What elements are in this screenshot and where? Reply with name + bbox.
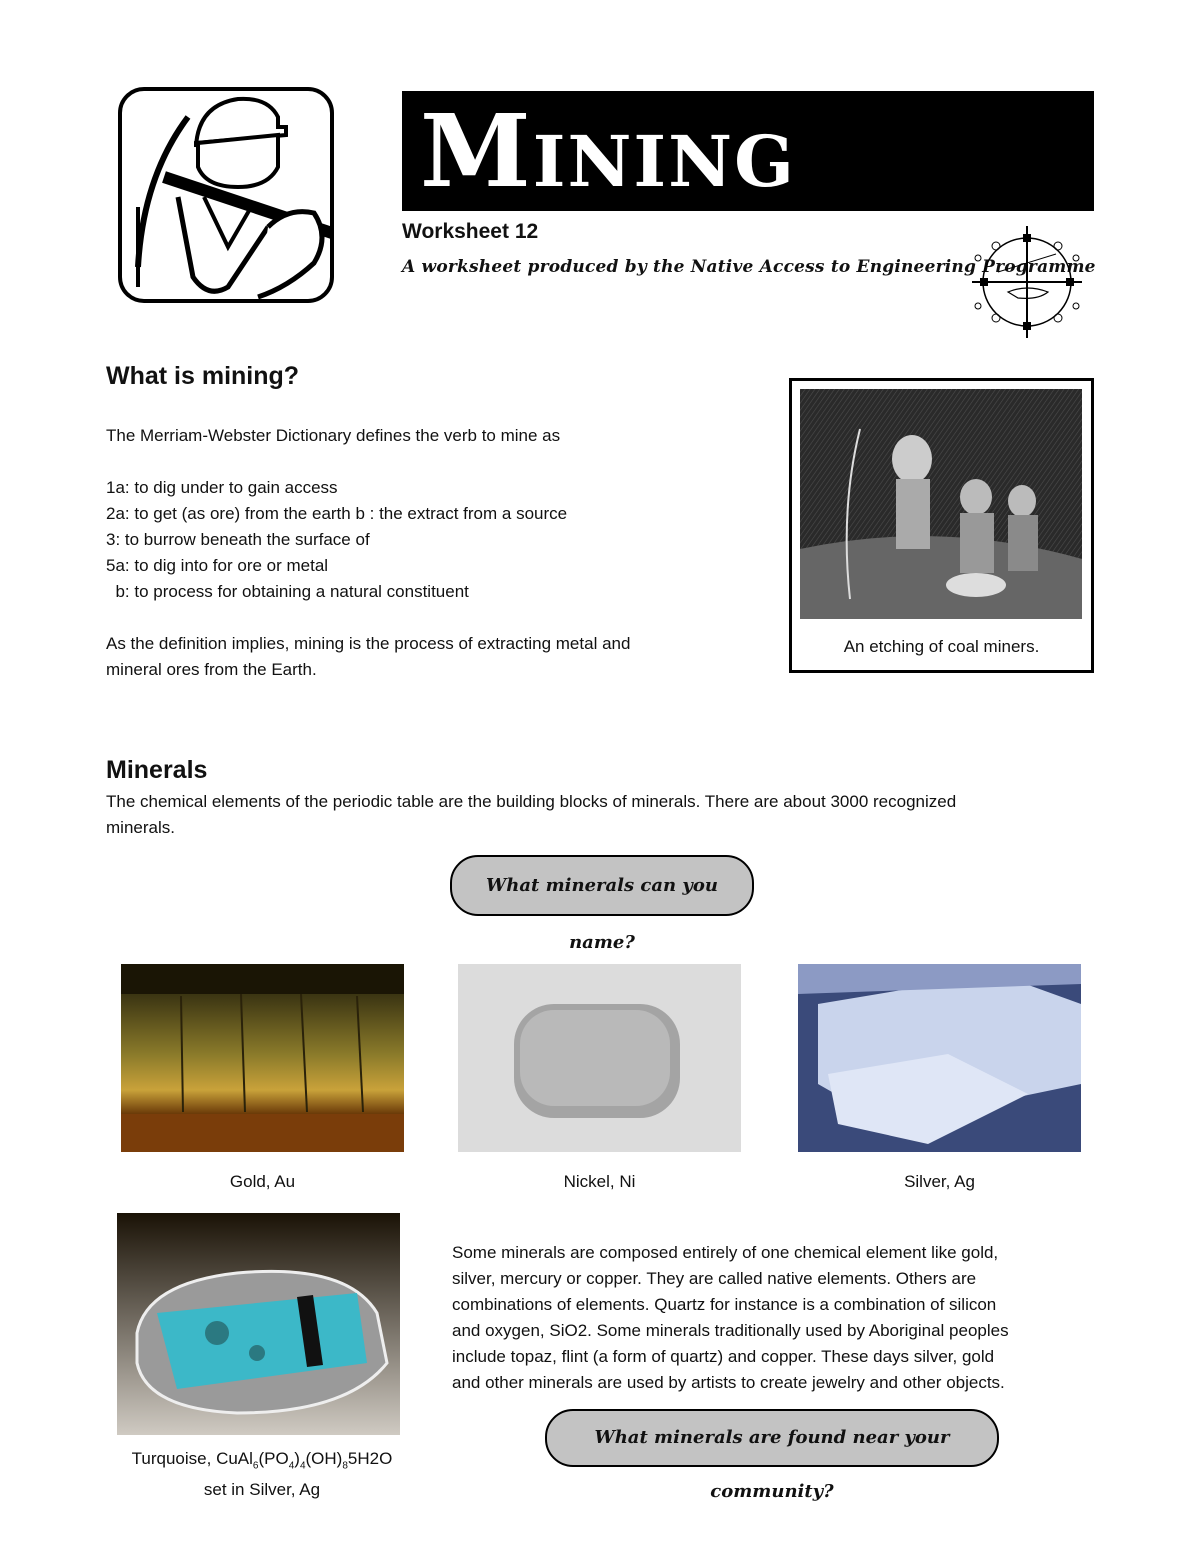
definition-item: 3: to burrow beneath the surface of <box>106 530 370 549</box>
intro-line: minerals. <box>106 818 175 837</box>
etching-figure <box>789 378 1094 673</box>
turquoise-ring-photo <box>117 1213 400 1435</box>
nickel-photo <box>458 964 741 1152</box>
definition-list <box>106 475 567 605</box>
etching-caption: An etching of coal miners. <box>843 637 1040 656</box>
tagline: A worksheet produced by the Native Access to Engineering Programme <box>402 257 1096 277</box>
definition-item: b: to process for obtaining a natural constituent <box>106 582 469 601</box>
question-bubble-minerals: What minerals can you name? <box>450 855 754 916</box>
silver-bars-photo <box>798 964 1081 1152</box>
definition-item: 1a: to dig under to gain access <box>106 478 338 497</box>
definition-item: 5a: to dig into for ore or metal <box>106 556 329 575</box>
miner-logo <box>118 87 334 303</box>
question-bubble-community: What minerals are found near your community? <box>545 1409 999 1467</box>
paragraph-line: and oxygen, SiO2. Some minerals traditionally used by Aboriginal peoples <box>452 1321 1009 1340</box>
worksheet-number: Worksheet 12 <box>402 220 539 243</box>
intro-line: The chemical elements of the periodic table are the building blocks of minerals. There are about 3000 recognized <box>106 792 957 811</box>
nickel-caption: Nickel, Ni <box>563 1172 636 1191</box>
minerals-paragraph <box>452 1240 1102 1396</box>
page-title: Mining <box>420 92 796 210</box>
paragraph-line: combinations of elements. Quartz for instance is a combination of silicon <box>452 1295 997 1314</box>
paragraph-line: include topaz, flint (a form of quartz) and copper. These days silver, gold <box>452 1347 995 1366</box>
gold-bars-photo <box>121 964 404 1152</box>
definition-summary <box>106 631 630 683</box>
programme-emblem-icon <box>968 224 1086 340</box>
paragraph-line: Some minerals are composed entirely of one chemical element like gold, <box>452 1243 999 1262</box>
turquoise-caption <box>112 1447 412 1502</box>
definition-intro: The Merriam-Webster Dictionary defines the verb to mine as <box>106 426 561 445</box>
section-heading-minerals: Minerals <box>106 756 208 784</box>
turquoise-formula: Turquoise, $CuAl_6(PO_4)_4(OH)_85H2O$ <box>131 1449 393 1472</box>
paragraph-line: and other minerals are used by artists to create jewelry and other objects. <box>452 1373 1005 1392</box>
coal-miners-etching-image <box>800 389 1082 619</box>
minerals-intro <box>106 789 1106 841</box>
gold-caption: Gold, Au <box>229 1172 296 1191</box>
title-banner <box>402 91 1094 211</box>
definition-item: 2a: to get (as ore) from the earth b : the extract from a source <box>106 504 568 523</box>
silver-caption: Silver, Ag <box>904 1172 975 1191</box>
turquoise-setting: set in Silver, Ag <box>203 1480 321 1500</box>
paragraph-line: silver, mercury or copper. They are called native elements. Others are <box>452 1269 977 1288</box>
section-heading-what-is-mining: What is mining? <box>106 362 300 390</box>
summary-line: mineral ores from the Earth. <box>106 660 317 679</box>
summary-line: As the definition implies, mining is the process of extracting metal and <box>106 634 631 653</box>
